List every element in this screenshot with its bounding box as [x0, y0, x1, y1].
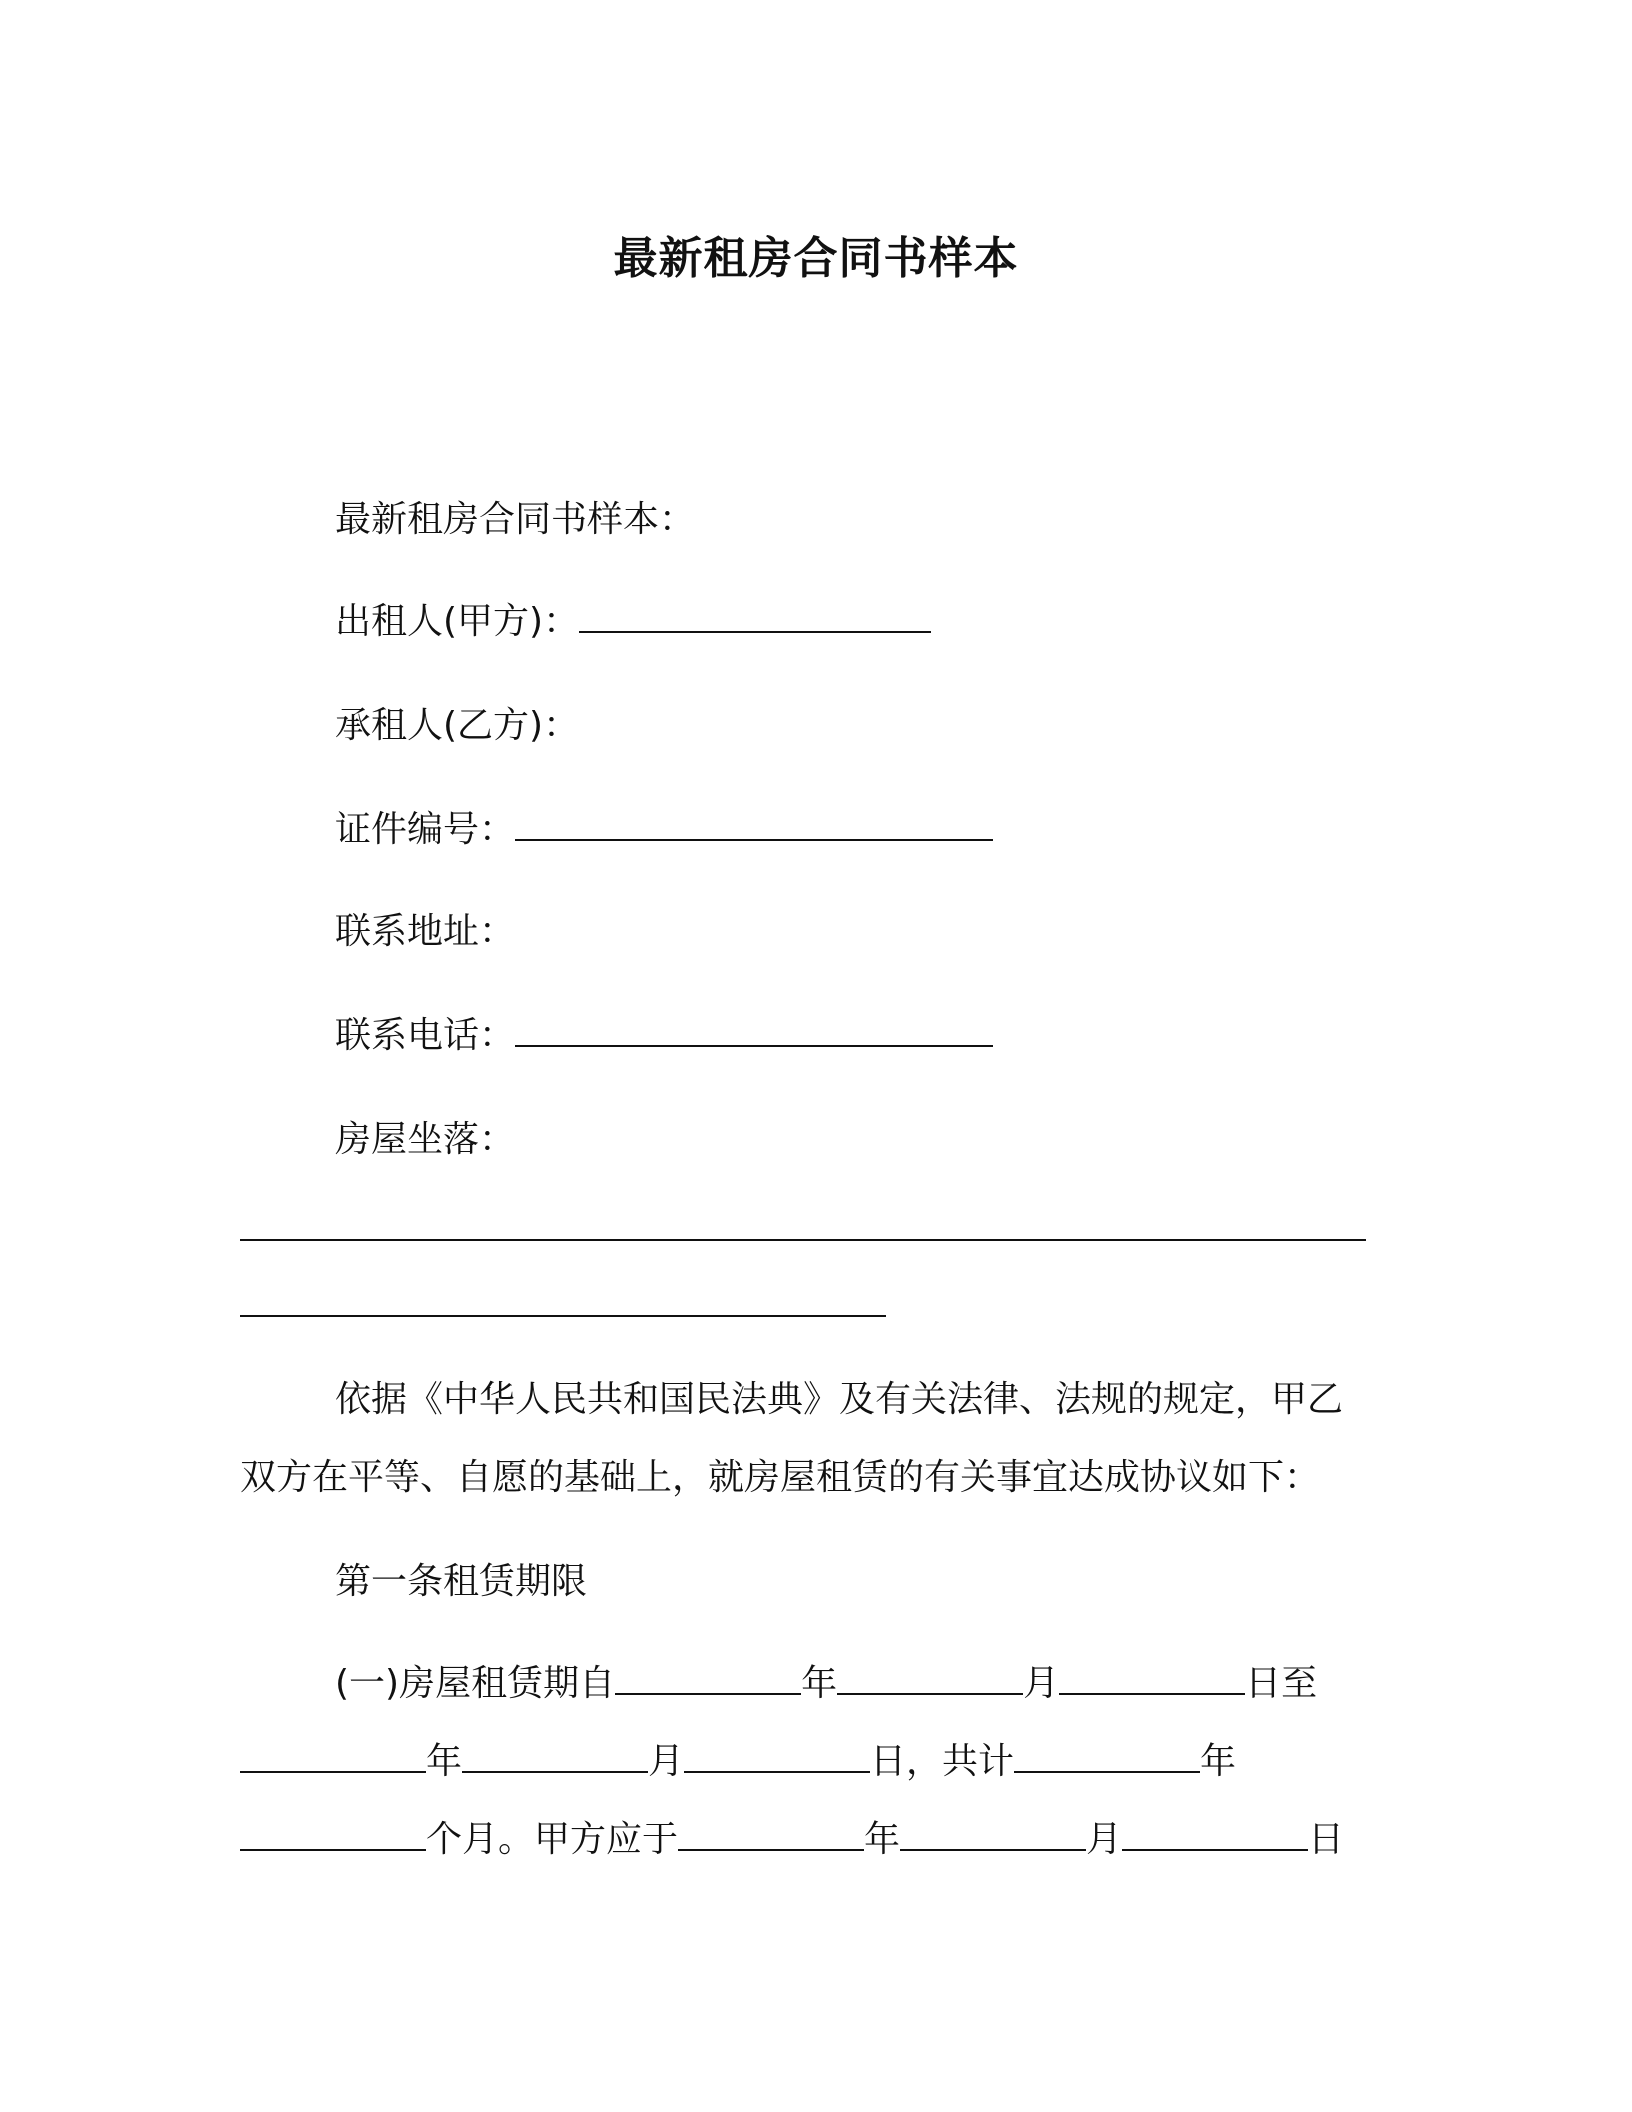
months-party-a-label: 个月。甲方应于 — [426, 1819, 679, 1860]
phone-blank — [515, 1015, 993, 1047]
day-label: 日 — [1308, 1819, 1345, 1860]
start-day-blank — [1059, 1663, 1245, 1695]
end-month-blank — [462, 1741, 648, 1773]
preamble-line-1: 依据《中华人民共和国民法典》及有关法律、法规的规定，甲乙 — [335, 1379, 1344, 1420]
location-blank-1 — [240, 1209, 1366, 1241]
end-year-blank — [240, 1741, 426, 1773]
year-label: 年 — [426, 1741, 463, 1782]
location-blank-line-2 — [240, 1284, 886, 1328]
article-1-clause-line-1 — [335, 1662, 1317, 1706]
year-label: 年 — [801, 1663, 838, 1704]
party-a-day-blank — [1122, 1819, 1308, 1851]
article-1-heading: 第一条租赁期限 — [335, 1561, 588, 1602]
day-to-label: 日至 — [1245, 1663, 1318, 1704]
address-field — [335, 910, 515, 954]
start-year-blank — [615, 1663, 801, 1695]
month-label: 月 — [1086, 1819, 1123, 1860]
location-blank-2 — [240, 1285, 886, 1317]
article-1-clause-line-2 — [240, 1740, 1236, 1784]
article-1-clause-line-3 — [240, 1818, 1344, 1862]
location-label: 房屋坐落： — [335, 1119, 516, 1160]
start-month-blank — [837, 1663, 1023, 1695]
intro-label: 最新租房合同书样本： — [335, 499, 696, 540]
end-day-blank — [684, 1741, 870, 1773]
location-blank-line-1 — [240, 1208, 1366, 1252]
clause-prefix: (一)房屋租赁期自 — [335, 1663, 616, 1704]
lessee-label: 承租人(乙方)： — [335, 705, 580, 746]
total-years-blank — [1014, 1741, 1200, 1773]
total-months-blank — [240, 1819, 426, 1851]
id-number-blank — [515, 809, 993, 841]
lessor-blank — [579, 601, 931, 633]
id-number-label: 证件编号： — [335, 809, 516, 850]
location-field — [335, 1118, 515, 1162]
phone-field — [335, 1014, 993, 1058]
month-label: 月 — [648, 1741, 685, 1782]
party-a-month-blank — [900, 1819, 1086, 1851]
day-total-label: 日，共计 — [870, 1741, 1015, 1782]
address-label: 联系地址： — [335, 911, 516, 952]
lessor-field — [335, 600, 931, 644]
document-title: 最新租房合同书样本 — [613, 233, 1019, 284]
month-label: 月 — [1023, 1663, 1060, 1704]
phone-label: 联系电话： — [335, 1015, 516, 1056]
party-a-year-blank — [678, 1819, 864, 1851]
id-number-field — [335, 808, 993, 852]
lessee-field — [335, 704, 579, 748]
preamble-line-2: 双方在平等、自愿的基础上，就房屋租赁的有关事宜达成协议如下： — [240, 1457, 1321, 1498]
year-label: 年 — [864, 1819, 901, 1860]
year-label: 年 — [1200, 1741, 1237, 1782]
lessor-label: 出租人(甲方)： — [335, 601, 580, 642]
